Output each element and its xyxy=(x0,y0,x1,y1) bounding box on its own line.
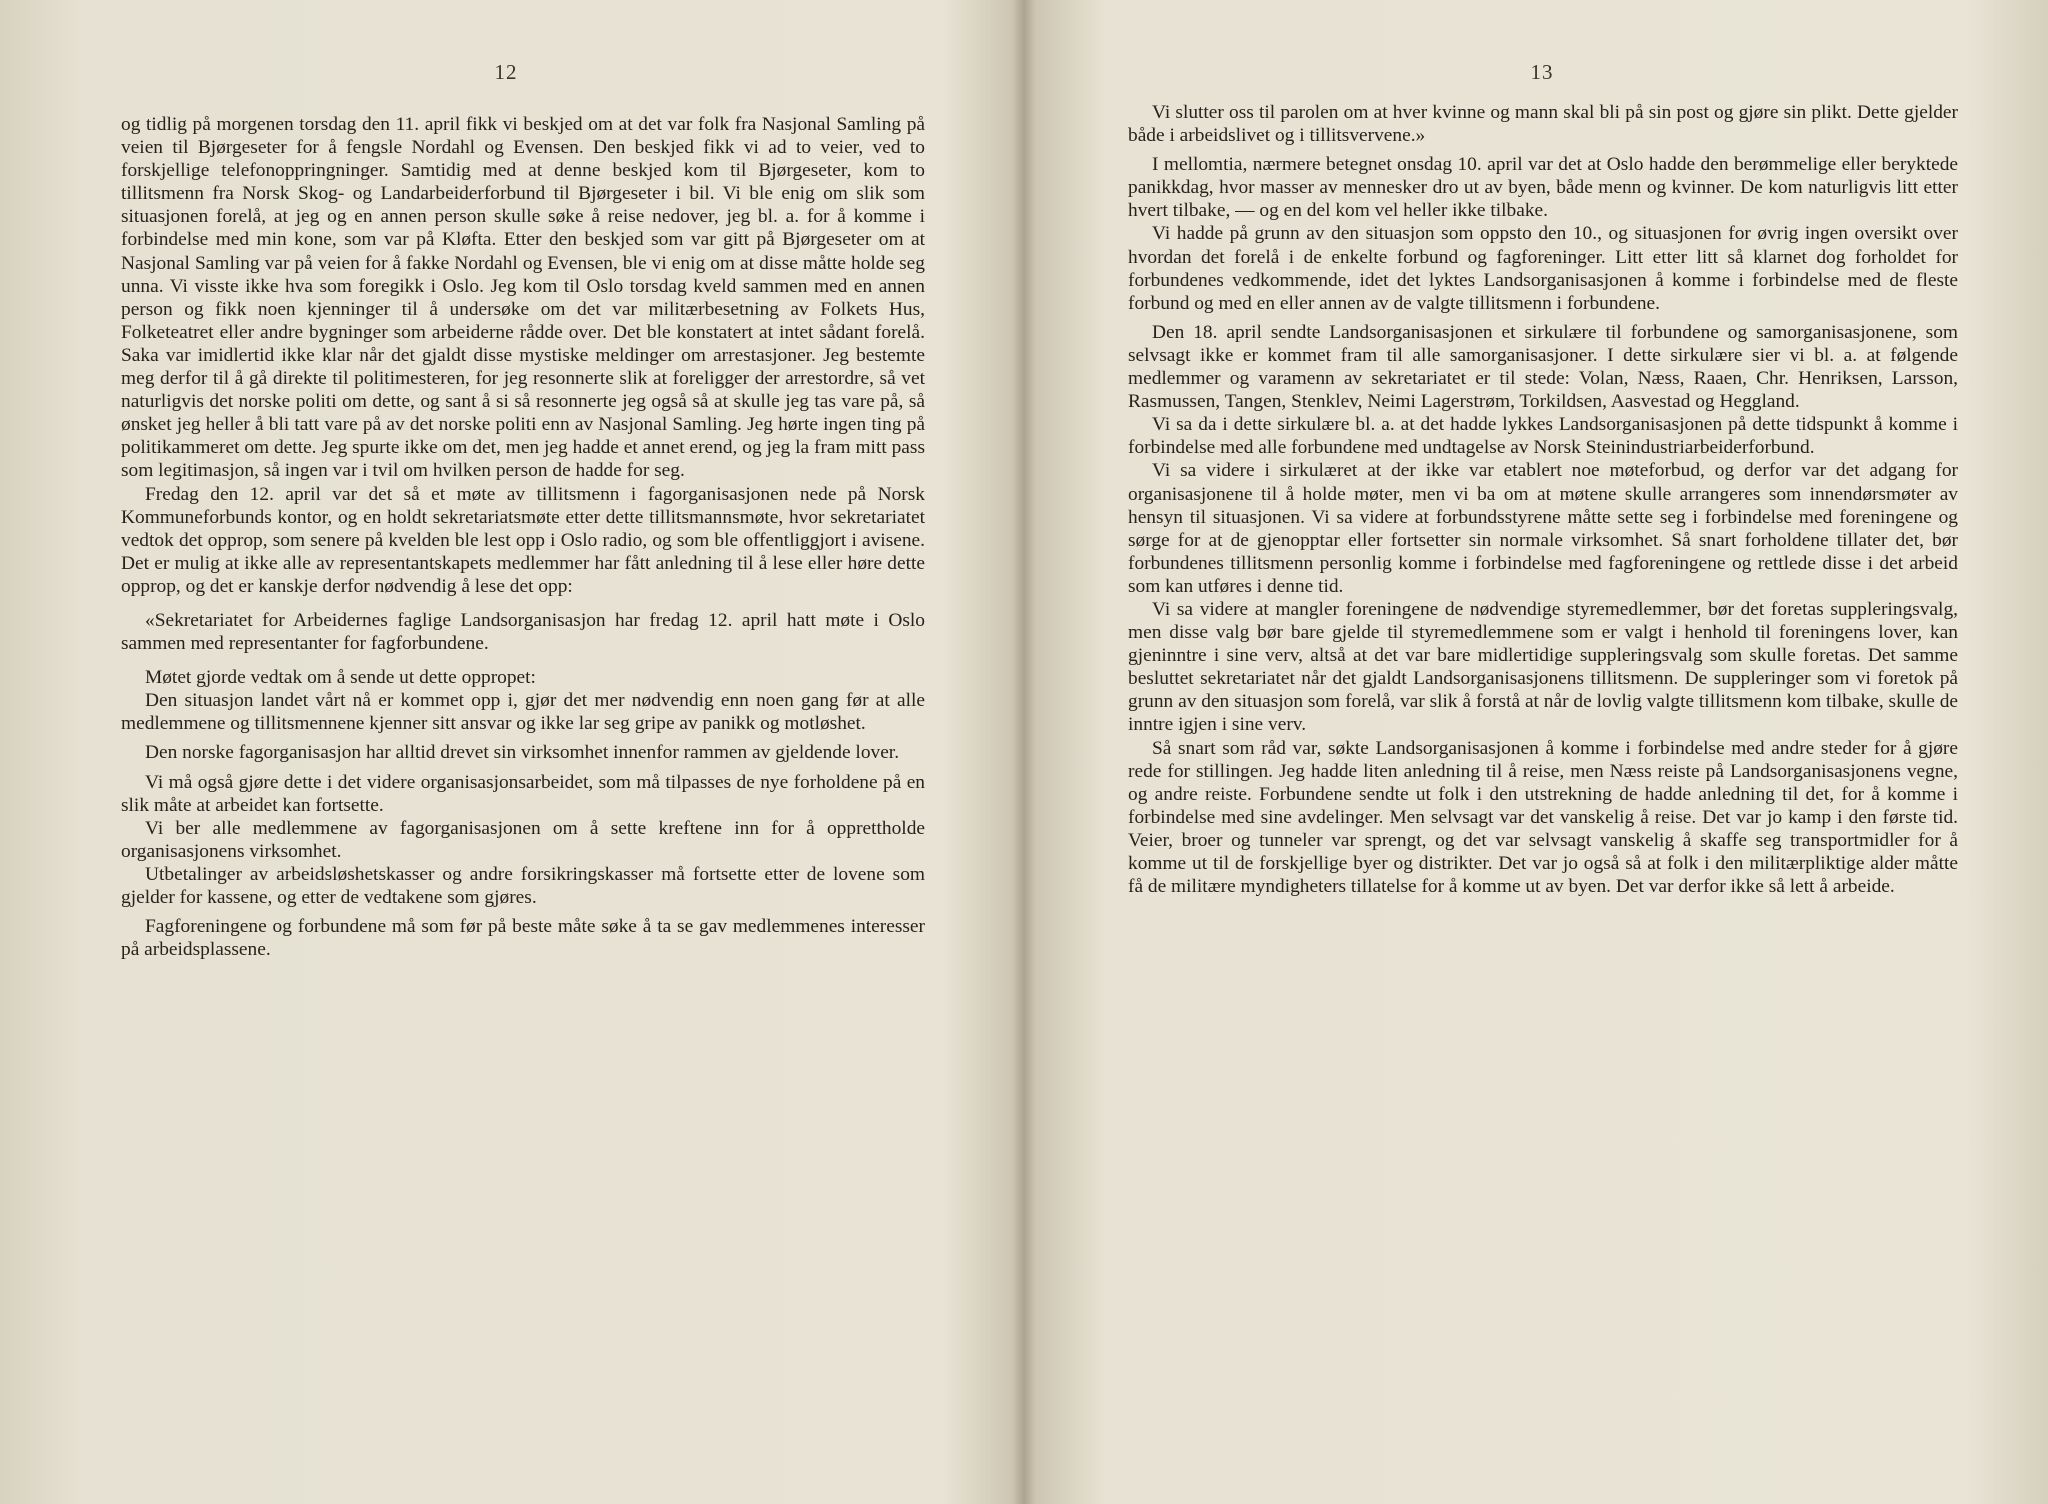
quote-paragraph: Den situasjon landet vårt nå er kommet opp i, gjør det mer nødvendig enn noen gang før at alle medlemmene og tillitsmennene kjenner sitt ansvar og ikke lar seg gripe av panikk og motløshet. xyxy=(121,690,925,735)
paragraph: Den 18. april sendte Landsorganisasjonen et sirkulære til forbundene og samorganisasjonene, som selvsagt ikke er kommet fram til alle samorganisasjoner. I dette sirkulære sier vi bl. a. at følgende medlemmer og varamenn av sekretariatet er til stede: Volan, Næss, Raaen, Chr. Henriksen, Larsson, Rasmussen, Tangen, Stenklev, Neimi Lagerstrøm, Torkildsen, Aasvestad og Heggland. xyxy=(1128,321,1958,413)
paragraph: Vi slutter oss til parolen om at hver kvinne og mann skal bli på sin post og gjøre sin plikt. Dette gjelder både i arbeidslivet og i tillitsvervene.» xyxy=(1128,102,1958,147)
quote-paragraph: Vi må også gjøre dette i det videre organisasjonsarbeidet, som må tilpasses de nye forholdene på en slik måte at arbeidet kan fortsette. xyxy=(121,771,925,816)
quote-paragraph: Utbetalinger av arbeidsløshetskasser og andre forsikringskasser må fortsette etter de lovene som gjelder for kassene, og etter de vedtakene som gjøres. xyxy=(121,863,925,908)
paragraph: Vi hadde på grunn av den situasjon som oppsto den 10., og situasjonen for øvrig ingen oversikt over hvordan det forelå i de enkelte forbund og fagforeninger. Litt etter litt så klarnet dog forholdet for forbundenes vedkommende, idet det lyktes Landsorganisasjonen å komme i forbindelse med de fleste forbund og med en eller annen av de valgte tillitsmenn i forbundene. xyxy=(1128,223,1958,314)
paragraph: Fredag den 12. april var det så et møte av tillitsmenn i fagorganisasjonen nede på Norsk Kommuneforbunds kontor, og en holdt sekretariatsmøte etter dette tillitsmannsmøte, hvor sekretariatet vedtok det opprop, som senere på kvelden ble lest opp i Oslo radio, og som ble offentliggjort i avisene. Det er mulig at ikke alle av representantskapets medlemmer har fått anledning til å lese eller høre dette opprop, og det er kanskje derfor nødvendig å lese det opp: xyxy=(121,483,925,597)
quote-paragraph: Vi ber alle medlemmene av fagorganisasjonen om å sette kreftene inn for å opprettholde organisasjonens virksomhet. xyxy=(121,817,925,862)
paragraph: I mellomtia, nærmere betegnet onsdag 10. april var det at Oslo hadde den berømmelige eller beryktede panikkdag, hvor masser av mennesker dro ut av byen, både menn og kvinner. De kom naturligvis litt etter hvert tilbake, — og en del kom vel heller ikke tilbake. xyxy=(1128,154,1958,222)
paragraph: Vi sa videre i sirkulæret at der ikke var etablert noe møteforbud, og derfor var det adgang for organisasjonene til å holde møter, men vi ba om at møtene skulle arrangeres som innendørsmøter av hensyn til situasjonen. Vi sa videre at forbundsstyrene måtte sette seg i forbindelse med foreningene og sørge for at de gjenopptar eller fortsetter sin normale virksomhet. Så snart forholdene tillater det, bør forbundenes tillitsmenn personlig komme i forbindelse med fagforeningene og rettlede disse i det arbeid som kan utføres i denne tid. xyxy=(1128,460,1958,597)
paragraph: Vi sa da i dette sirkulære bl. a. at det hadde lykkes Landsorganisasjonen på dette tidspunkt å komme i forbindelse med alle forbundene med undtagelse av Norsk Steinindustriarbeiderforbund. xyxy=(1128,414,1958,459)
book-gutter xyxy=(1012,0,1036,1504)
page-number-right: 13 xyxy=(1530,60,1554,84)
right-page-text xyxy=(1128,101,1958,898)
quote-paragraph: Møtet gjorde vedtak om å sende ut dette oppropet: xyxy=(145,667,536,689)
quote-paragraph: «Sekretariatet for Arbeidernes faglige Landsorganisasjon har fredag 12. april hatt møte i Oslo sammen med representanter for fagforbundene. xyxy=(121,609,925,655)
quote-paragraph: Den norske fagorganisasjon har alltid drevet sin virksomhet innenfor rammen av gjeldende lover. xyxy=(145,742,900,764)
paragraph: Så snart som råd var, søkte Landsorganisasjonen å komme i forbindelse med andre steder for å gjøre rede for stillingen. Jeg hadde liten anledning til å reise, men Næss reiste på Landsorganisasjonens vegne, og andre reiste. Forbundene sendte ut folk i den utstrekning de hadde anledning til det, for å komme i forbindelse med sine avdelinger. Men selvsagt var det vanskelig å reise. Det var jo kamp i den første tid. Veier, broer og tunneler var sprengt, og det var selvsagt vanskelig å skaffe seg transportmidler for å komme ut til de forskjellige byer og distrikter. Det var jo også så at folk i den militærpliktige alder måtte få de militære myndigheters tillatelse for å komme ut av byen. Det var derfor ikke så lett å arbeide. xyxy=(1128,737,1958,898)
paragraph: og tidlig på morgenen torsdag den 11. april fikk vi beskjed om at det var folk fra Nasjonal Samling på veien til Bjørgeseter for å fengsle Nordahl og Evensen. Den beskjed fikk vi ad to veier, ved to forskjellige telefonoppringninger. Samtidig med at denne beskjed kom til Bjørgeseter, kom to tillitsmenn fra Norsk Skog- og Landarbeiderforbund til Bjørgeseter i bil. Vi ble enig om slik som situasjonen forelå, at jeg og en annen person skulle søke å reise nedover, jeg bl. a. for å komme i forbindelse med min kone, som var på Kløfta. Etter den beskjed som var gitt på Bjørgeseter om at Nasjonal Samling var på veien for å fakke Nordahl og Evensen, ble vi enig om at disse måtte holde seg unna. Vi visste ikke hva som foregikk i Oslo. Jeg kom til Oslo torsdag kveld sammen med en annen person og fikk noen kjenninger til å undersøke om det var militærbesetning av Folkets Hus, Folketeatret eller andre bygninger som arbeiderne rådde over. Det ble konstatert at intet sådant forelå. Saka var imidlertid ikke klar når det gjaldt disse mystiske meldinger om arrestasjoner. Jeg bestemte meg derfor til å gå direkte til politimesteren, for jeg resonnerte slik at foreligger der arrestordre, så vet naturligvis det norske politi om dette, og sant å si så resonnerte jeg også så at skulle jeg tas vare på, så ønsket jeg heller å bli tatt vare på av det norske politi enn av Nasjonal Samling. Jeg hørte ingen ting på politikammeret om dette. Jeg spurte ikke om det, men jeg hadde et annet erend, og jeg la fram mitt pass som legitimasjon, så ingen var i tvil om hvilken person de hadde for seg. xyxy=(121,114,925,482)
page-number-left: 12 xyxy=(494,60,518,84)
right-page xyxy=(1036,0,2048,1504)
left-page-text xyxy=(121,113,925,961)
paragraph: Vi sa videre at mangler foreningene de nødvendige styremedlemmer, bør det foretas suppleringsvalg, men disse valg bør bare gjelde til styremedlemmene som er valgt i henhold til foreningens lover, kan gjeninntre i sine verv, altså at det var bare midlertidige suppleringsvalg som skulle foretas. Det samme besluttet sekretariatet når det gjaldt Landsorganisasjonens tillitsmenn. De suppleringer som vi foretok på grunn av den situasjon som forelå, var slik å forstå at når de lovlig valgte tillitsmenn kom tilbake, skulle de inntre igjen i sine verv. xyxy=(1128,598,1958,736)
quote-paragraph: Fagforeningene og forbundene må som før på beste måte søke å ta se gav medlemmenes interesser på arbeidsplassene. xyxy=(121,916,925,961)
left-page xyxy=(0,0,1012,1504)
